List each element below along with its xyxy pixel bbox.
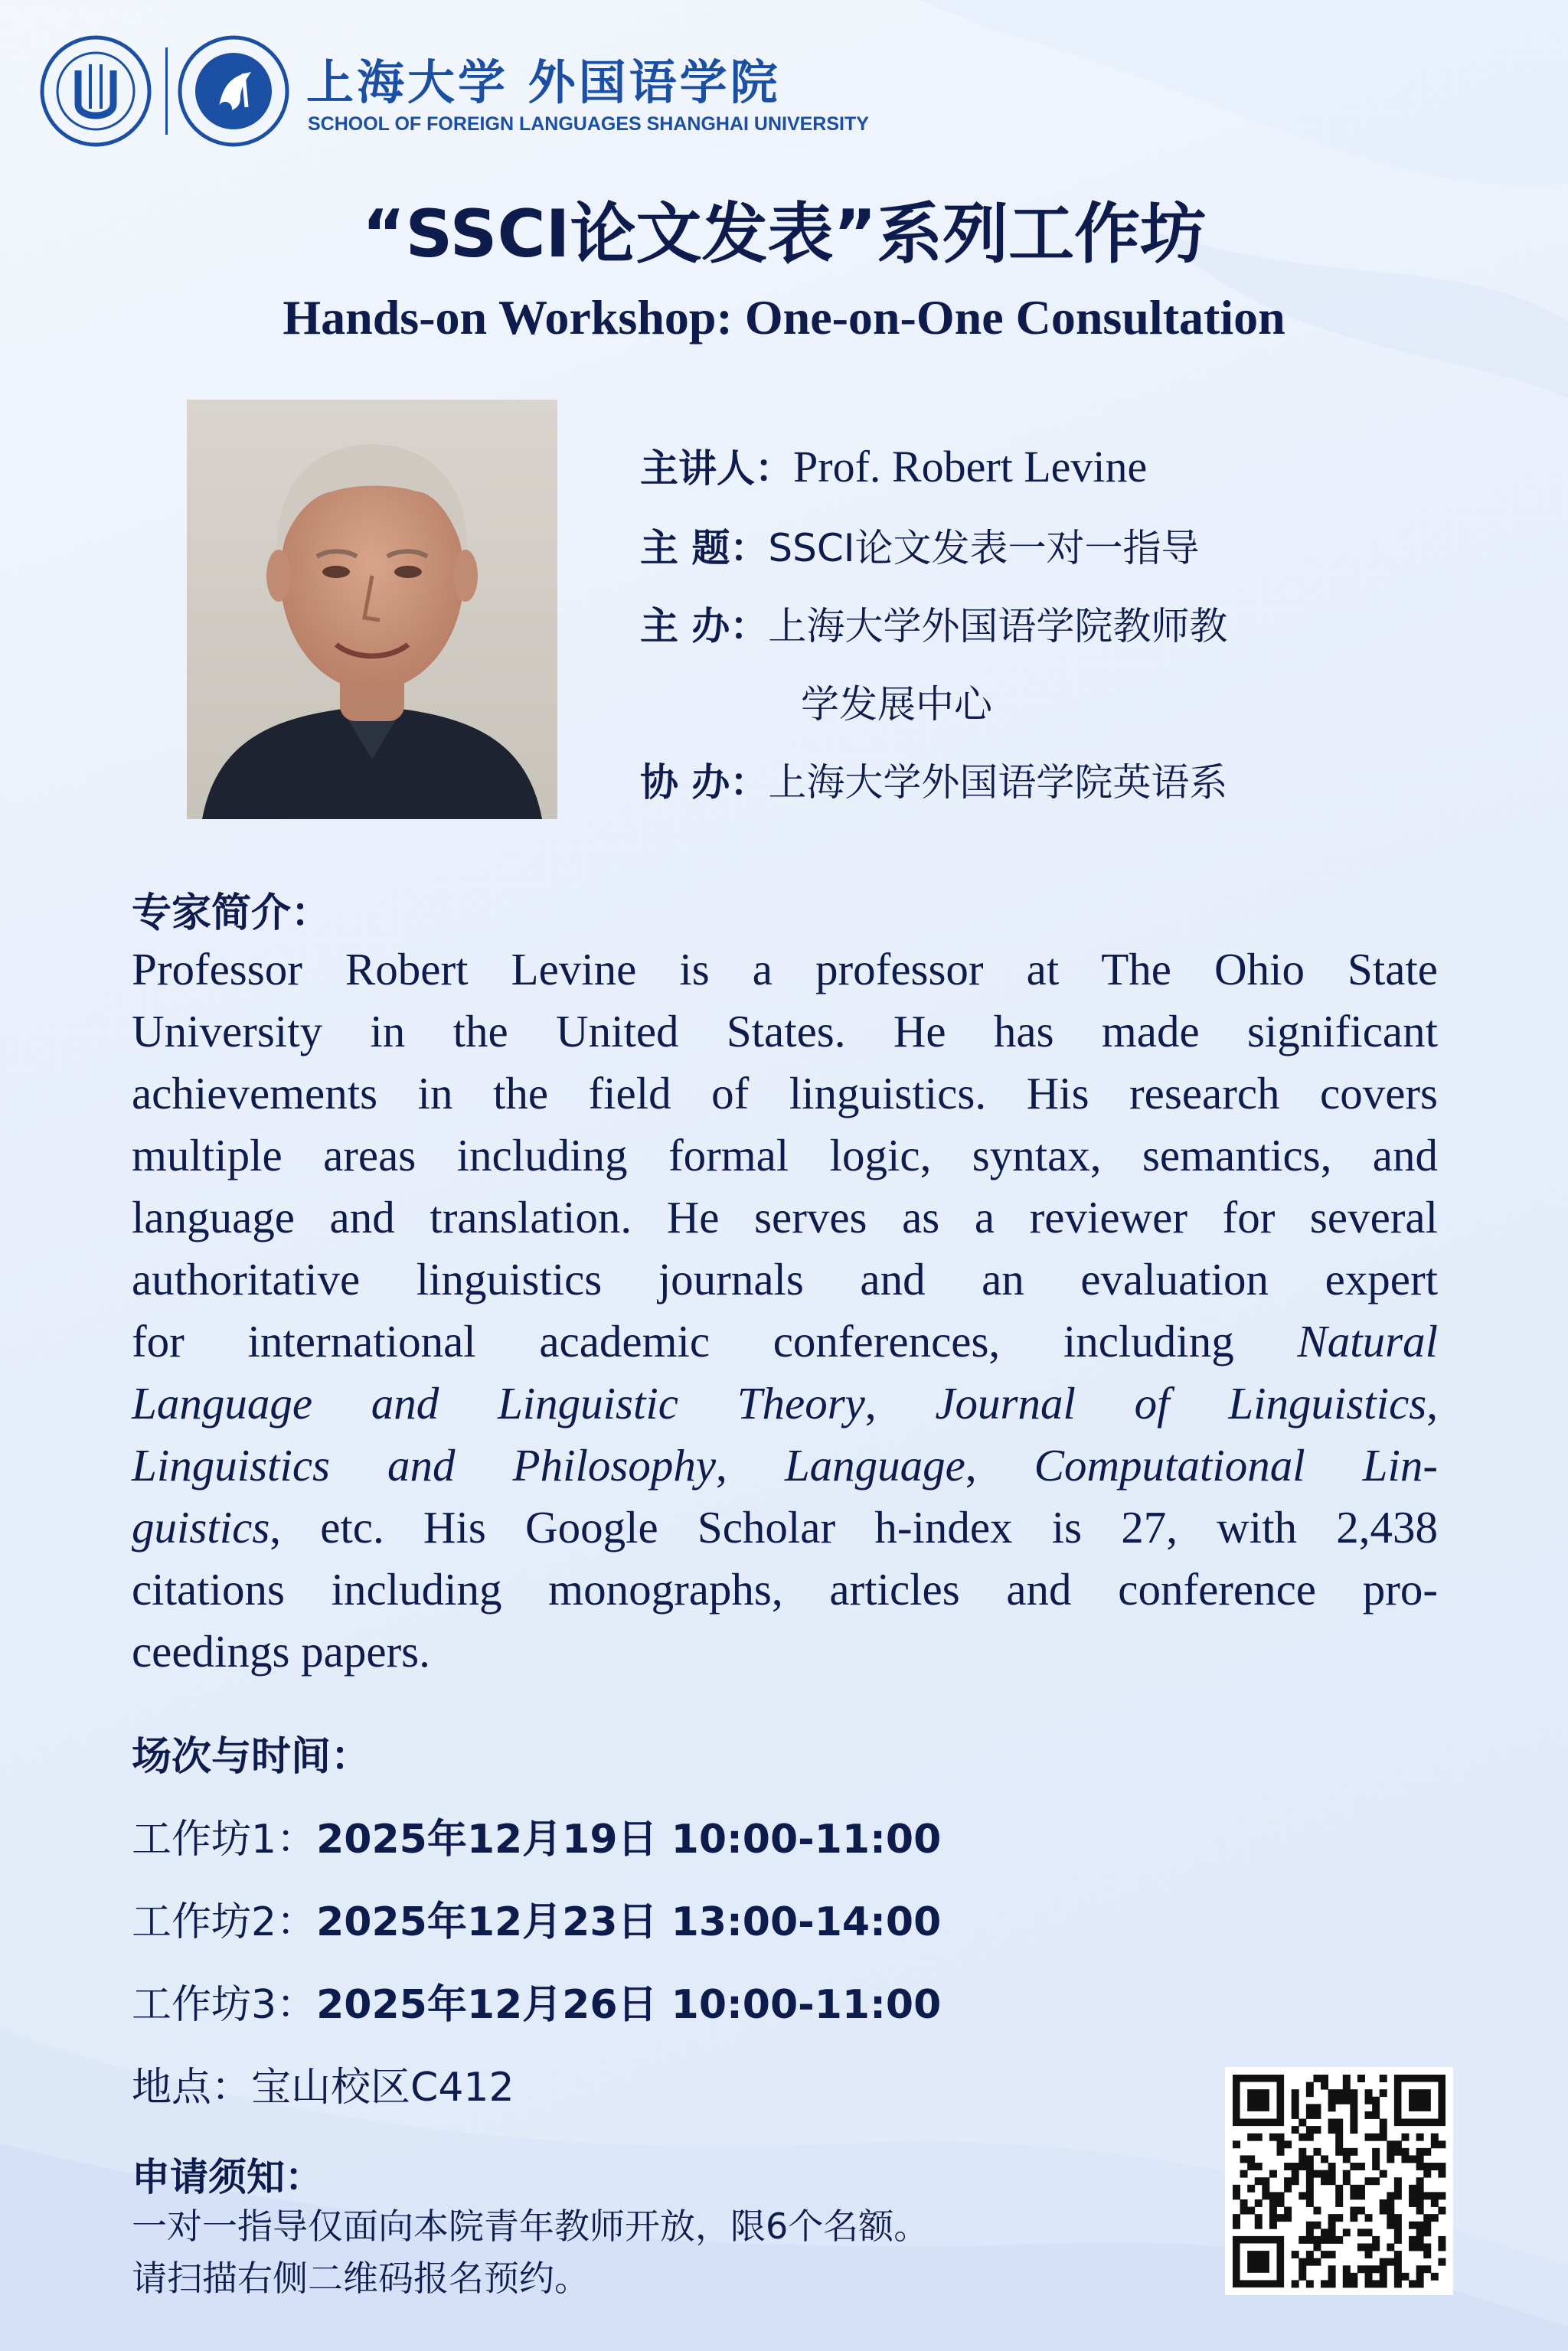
session-3: 工作坊3：2025年12月26日 10:00-11:00 [132, 1982, 942, 2028]
host-value-line1: 上海大学外国语学院教师教 [768, 604, 1228, 648]
bio-line: language and translation. He serves as a reviewer for several [132, 1192, 1438, 1242]
session-1: 工作坊1：2025年12月19日 10:00-11:00 [132, 1817, 942, 1863]
school-name-cn: 上海大学 外国语学院 [306, 54, 781, 110]
journal-title: Computational Lin- [1034, 1440, 1439, 1491]
poster-title-en: Hands-on Workshop: One-on-One Consultation [283, 290, 1285, 344]
bio-line: for international academic conferences, including Natural [132, 1316, 1438, 1367]
session-3-time: 2025年12月26日 10:00-11:00 [316, 1982, 942, 2028]
speaker-name: Prof. Robert Levine [793, 442, 1148, 491]
speaker-photo [187, 400, 557, 819]
host-value-line2: 学发展中心 [801, 682, 992, 727]
shanghai-university-seal-icon [38, 34, 153, 149]
school-logo-bar [38, 34, 880, 156]
journal-title: guistics [132, 1502, 270, 1553]
cohost-row [640, 752, 1521, 807]
host-row [640, 596, 1521, 651]
speaker-row [640, 438, 1521, 493]
topic-value: SSCI论文发表一对一指导 [768, 526, 1200, 570]
topic-label: 主 题： [640, 526, 769, 570]
school-of-foreign-languages-seal-icon [176, 34, 291, 149]
journal-title: Linguistics and Philosophy [132, 1440, 717, 1491]
notice-line-1: 一对一指导仅面向本院青年教师开放，限6个名额。 [132, 2206, 929, 2247]
session-1-time: 2025年12月19日 10:00-11:00 [316, 1817, 942, 1863]
venue: 地点：宝山校区C412 [132, 2065, 514, 2111]
journal-title: Language [784, 1440, 965, 1491]
bio-paragraph [132, 939, 1438, 1683]
host-label: 主 办： [640, 604, 769, 648]
notice-heading: 申请须知： [132, 2155, 323, 2199]
host-row-cont [801, 674, 1568, 729]
bio-line: guistics, etc. His Google Scholar h-index is 27, with 2,438 [132, 1502, 1438, 1553]
bio-line: multiple areas including formal logic, syntax, semantics, and [132, 1130, 1438, 1180]
cohost-value: 上海大学外国语学院英语系 [768, 760, 1228, 805]
bio-line: ceedings papers. [132, 1626, 430, 1677]
topic-row [640, 518, 1521, 573]
bio-line: citations including monographs, articles and conference pro- [132, 1564, 1438, 1615]
school-name-en: SCHOOL OF FOREIGN LANGUAGES SHANGHAI UNIVERSITY [308, 113, 869, 135]
bio-line: University in the United States. He has made significant [132, 1006, 1438, 1056]
cohost-label: 协 办： [640, 760, 769, 805]
journal-title: Language and Linguistic Theory [132, 1378, 865, 1429]
registration-qr-code[interactable] [1225, 2067, 1453, 2295]
bio-line: Linguistics and Philosophy, Language, Computational Lin- [132, 1440, 1439, 1491]
logo-divider [165, 47, 168, 135]
notice-line-2: 请扫描右侧二维码报名预约。 [132, 2258, 590, 2299]
bio-line: Professor Robert Levine is a professor at The Ohio State [132, 944, 1438, 994]
venue-value: 宝山校区C412 [251, 2065, 514, 2111]
bio-line: authoritative linguistics journals and an evaluation expert [132, 1254, 1438, 1304]
session-2: 工作坊2：2025年12月23日 13:00-14:00 [132, 1899, 942, 1945]
bio-heading: 专家简介： [132, 890, 332, 936]
journal-title: Natural [1297, 1316, 1438, 1367]
schedule-heading: 场次与时间： [132, 1734, 371, 1780]
speaker-label: 主讲人： [640, 446, 793, 491]
poster-title-cn: “SSCI论文发表”系列工作坊 [361, 196, 1207, 273]
bio-line: achievements in the field of linguistics. His research covers [132, 1068, 1438, 1118]
bio-line: Language and Linguistic Theory, Journal of Linguistics, [132, 1378, 1438, 1429]
journal-title: Journal of Linguistics [935, 1378, 1427, 1429]
session-2-time: 2025年12月23日 13:00-14:00 [316, 1899, 942, 1945]
